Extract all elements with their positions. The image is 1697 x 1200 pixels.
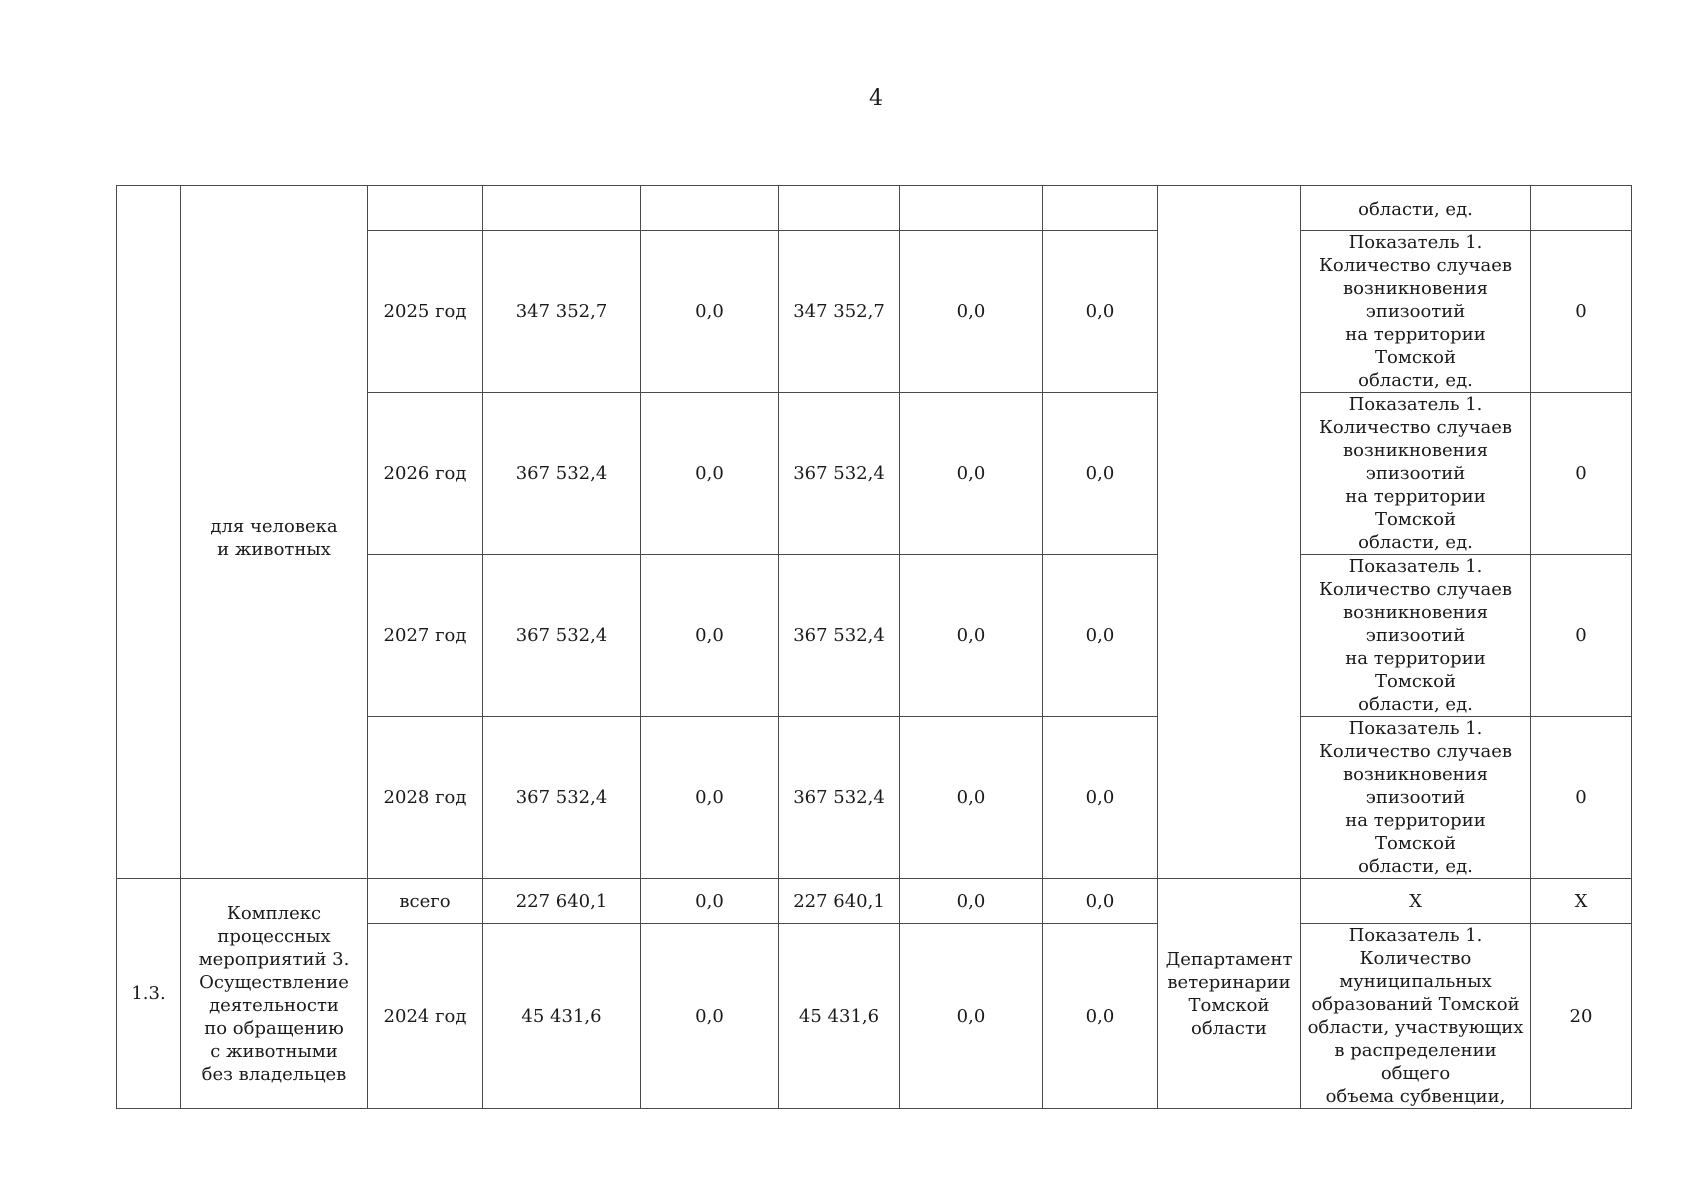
- table-row: [117, 186, 1632, 231]
- program-table: [116, 185, 1632, 1109]
- other-cell: 0,0: [1043, 231, 1158, 393]
- federal-cell: 0,0: [641, 924, 779, 1109]
- value-cell: X: [1531, 879, 1632, 924]
- measure-name: для человека и животных: [181, 186, 368, 879]
- table-row: [117, 879, 1632, 924]
- total-cell: [483, 186, 641, 231]
- total-cell: 45 431,6: [483, 924, 641, 1109]
- indicator-cell: Показатель 1. Количество случаев возникновения эпизоотий на территории Томской области, ед.: [1301, 393, 1531, 555]
- regional-cell: 347 352,7: [779, 231, 900, 393]
- num-cell: [117, 186, 181, 879]
- period-cell: всего: [368, 879, 483, 924]
- value-cell: 0: [1531, 555, 1632, 717]
- municipal-cell: 0,0: [900, 231, 1043, 393]
- value-cell: [1531, 186, 1632, 231]
- indicator-cell: Показатель 1. Количество муниципальных образований Томской области, участвующих в распределении общего объема субвенции,: [1301, 924, 1531, 1109]
- total-cell: 227 640,1: [483, 879, 641, 924]
- regional-cell: 367 532,4: [779, 555, 900, 717]
- federal-cell: 0,0: [641, 555, 779, 717]
- other-cell: 0,0: [1043, 393, 1158, 555]
- other-cell: 0,0: [1043, 555, 1158, 717]
- municipal-cell: [900, 186, 1043, 231]
- municipal-cell: 0,0: [900, 393, 1043, 555]
- municipal-cell: 0,0: [900, 555, 1043, 717]
- federal-cell: 0,0: [641, 717, 779, 879]
- total-cell: 367 532,4: [483, 393, 641, 555]
- other-cell: 0,0: [1043, 924, 1158, 1109]
- period-cell: 2025 год: [368, 231, 483, 393]
- page-number: 4: [869, 86, 883, 111]
- measure-name: Комплекс процессных мероприятий 3. Осуществление деятельности по обращению с животными без владельцев: [181, 879, 368, 1109]
- regional-cell: 45 431,6: [779, 924, 900, 1109]
- total-cell: 367 532,4: [483, 555, 641, 717]
- other-cell: 0,0: [1043, 717, 1158, 879]
- municipal-cell: 0,0: [900, 879, 1043, 924]
- total-cell: 347 352,7: [483, 231, 641, 393]
- federal-cell: [641, 186, 779, 231]
- other-cell: 0,0: [1043, 879, 1158, 924]
- regional-cell: 367 532,4: [779, 393, 900, 555]
- period-cell: 2024 год: [368, 924, 483, 1109]
- period-cell: [368, 186, 483, 231]
- federal-cell: 0,0: [641, 231, 779, 393]
- federal-cell: 0,0: [641, 879, 779, 924]
- value-cell: 0: [1531, 717, 1632, 879]
- value-cell: 0: [1531, 393, 1632, 555]
- num-cell: 1.3.: [117, 879, 181, 1109]
- regional-cell: 227 640,1: [779, 879, 900, 924]
- value-cell: 20: [1531, 924, 1632, 1109]
- indicator-cell: Показатель 1. Количество случаев возникновения эпизоотий на территории Томской области, ед.: [1301, 717, 1531, 879]
- period-cell: 2028 год: [368, 717, 483, 879]
- value-cell: 0: [1531, 231, 1632, 393]
- executor-cell: [1158, 186, 1301, 879]
- regional-cell: 367 532,4: [779, 717, 900, 879]
- period-cell: 2027 год: [368, 555, 483, 717]
- regional-cell: [779, 186, 900, 231]
- indicator-cell: области, ед.: [1301, 186, 1531, 231]
- indicator-cell: Показатель 1. Количество случаев возникновения эпизоотий на территории Томской области, ед.: [1301, 231, 1531, 393]
- period-cell: 2026 год: [368, 393, 483, 555]
- indicator-cell: X: [1301, 879, 1531, 924]
- executor-cell: Департамент ветеринарии Томской области: [1158, 879, 1301, 1109]
- municipal-cell: 0,0: [900, 717, 1043, 879]
- federal-cell: 0,0: [641, 393, 779, 555]
- indicator-cell: Показатель 1. Количество случаев возникновения эпизоотий на территории Томской области, ед.: [1301, 555, 1531, 717]
- other-cell: [1043, 186, 1158, 231]
- municipal-cell: 0,0: [900, 924, 1043, 1109]
- total-cell: 367 532,4: [483, 717, 641, 879]
